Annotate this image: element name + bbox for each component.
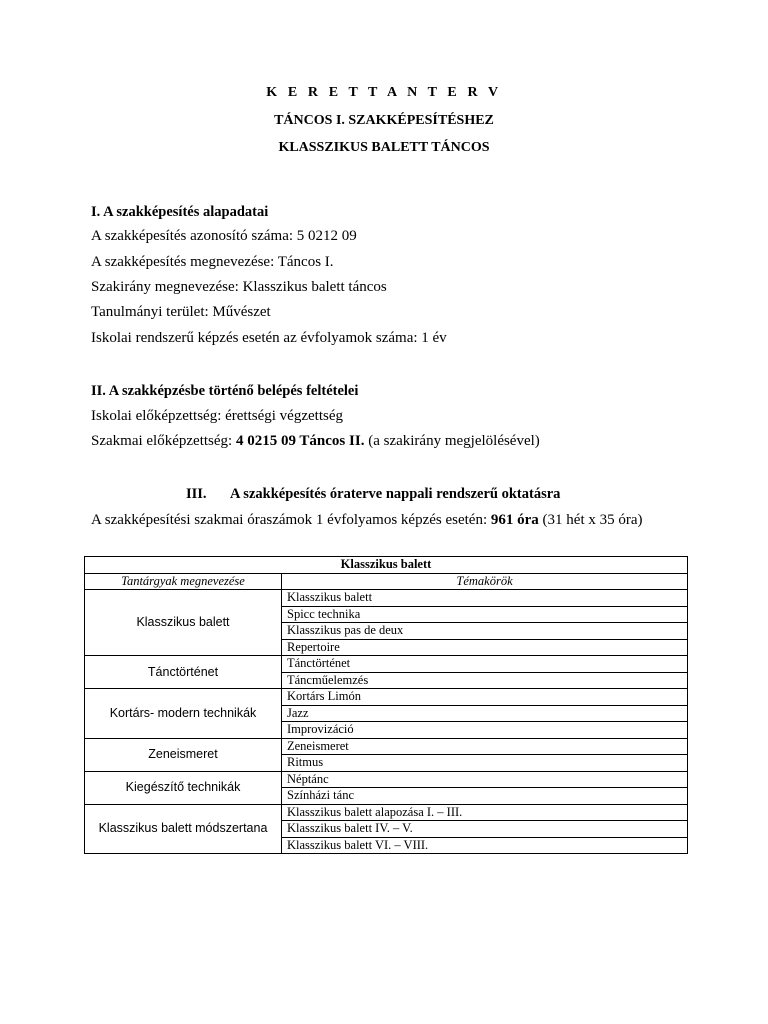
topic-cell: Színházi tánc bbox=[282, 788, 688, 805]
section1-line: A szakképesítés azonosító száma: 5 0212 09 bbox=[91, 228, 357, 244]
topic-cell: Klasszikus balett alapozása I. – III. bbox=[282, 804, 688, 821]
document-subtitle-specialization: KLASSZIKUS BALETT TÁNCOS bbox=[278, 140, 490, 155]
topic-cell: Néptánc bbox=[282, 771, 688, 788]
section1-line: Iskolai rendszerű képzés esetén az évfolyamok száma: 1 év bbox=[91, 330, 447, 346]
section3-hours-prefix: A szakképesítési szakmai óraszámok 1 évfolyamos képzés esetén: bbox=[91, 512, 491, 528]
column-header-topics: Témakörök bbox=[282, 573, 688, 590]
topic-cell: Ritmus bbox=[282, 755, 688, 772]
subject-cell: Kiegészítő technikák bbox=[85, 771, 282, 804]
topic-cell: Klasszikus balett IV. – V. bbox=[282, 821, 688, 838]
section1-line: Tanulmányi terület: Művészet bbox=[91, 304, 271, 320]
document-subtitle-qualification: TÁNCOS I. SZAKKÉPESÍTÉSHEZ bbox=[274, 113, 494, 128]
table-row bbox=[85, 590, 688, 607]
subject-cell: Tánctörténet bbox=[85, 656, 282, 689]
column-header-subjects: Tantárgyak megnevezése bbox=[85, 573, 282, 590]
section2-line-school: Iskolai előképzettség: érettségi végzettség bbox=[91, 408, 343, 424]
section2-line-professional bbox=[91, 433, 540, 450]
subject-cell: Kortárs- modern technikák bbox=[85, 689, 282, 739]
section3-hours-bold: 961 óra bbox=[490, 512, 539, 528]
section1-heading: I. A szakképesítés alapadatai bbox=[91, 204, 269, 220]
section3-hours-line bbox=[91, 512, 643, 529]
table-row bbox=[85, 738, 688, 755]
table-caption-row bbox=[85, 557, 688, 574]
topic-cell: Kortárs Limón bbox=[282, 689, 688, 706]
topic-cell: Jazz bbox=[282, 705, 688, 722]
section3-number: III. bbox=[186, 486, 207, 502]
section1-line: A szakképesítés megnevezése: Táncos I. bbox=[91, 254, 334, 270]
table-row bbox=[85, 656, 688, 673]
section3-hours-suffix: (31 hét x 35 óra) bbox=[538, 512, 643, 528]
topic-cell: Klasszikus pas de deux bbox=[282, 623, 688, 640]
table-body bbox=[85, 590, 688, 854]
topic-cell: Spicc technika bbox=[282, 606, 688, 623]
table-row bbox=[85, 804, 688, 821]
table-header-row bbox=[85, 573, 688, 590]
document-title: K E R E T T A N T E R V bbox=[266, 85, 502, 100]
topic-cell: Klasszikus balett bbox=[282, 590, 688, 607]
topic-cell: Repertoire bbox=[282, 639, 688, 656]
topic-cell: Klasszikus balett VI. – VIII. bbox=[282, 837, 688, 854]
section3-heading: A szakképesítés óraterve nappali rendszerű oktatásra bbox=[230, 486, 561, 502]
section2-line-suffix: (a szakirány megjelölésével) bbox=[364, 433, 540, 449]
table-row bbox=[85, 771, 688, 788]
subject-cell: Klasszikus balett módszertana bbox=[85, 804, 282, 854]
topic-cell: Improvizáció bbox=[282, 722, 688, 739]
table-row bbox=[85, 689, 688, 706]
section2-line-bold: 4 0215 09 Táncos II. bbox=[235, 433, 365, 449]
section1-line: Szakirány megnevezése: Klasszikus balett táncos bbox=[91, 279, 387, 295]
subject-cell: Klasszikus balett bbox=[85, 590, 282, 656]
section2-line-prefix: Szakmai előképzettség: bbox=[91, 433, 236, 449]
subject-cell: Zeneismeret bbox=[85, 738, 282, 771]
curriculum-table bbox=[84, 556, 688, 854]
table-caption: Klasszikus balett bbox=[85, 557, 688, 574]
section2-heading: II. A szakképzésbe történő belépés feltételei bbox=[91, 383, 359, 399]
topic-cell: Táncműelemzés bbox=[282, 672, 688, 689]
topic-cell: Tánctörténet bbox=[282, 656, 688, 673]
topic-cell: Zeneismeret bbox=[282, 738, 688, 755]
